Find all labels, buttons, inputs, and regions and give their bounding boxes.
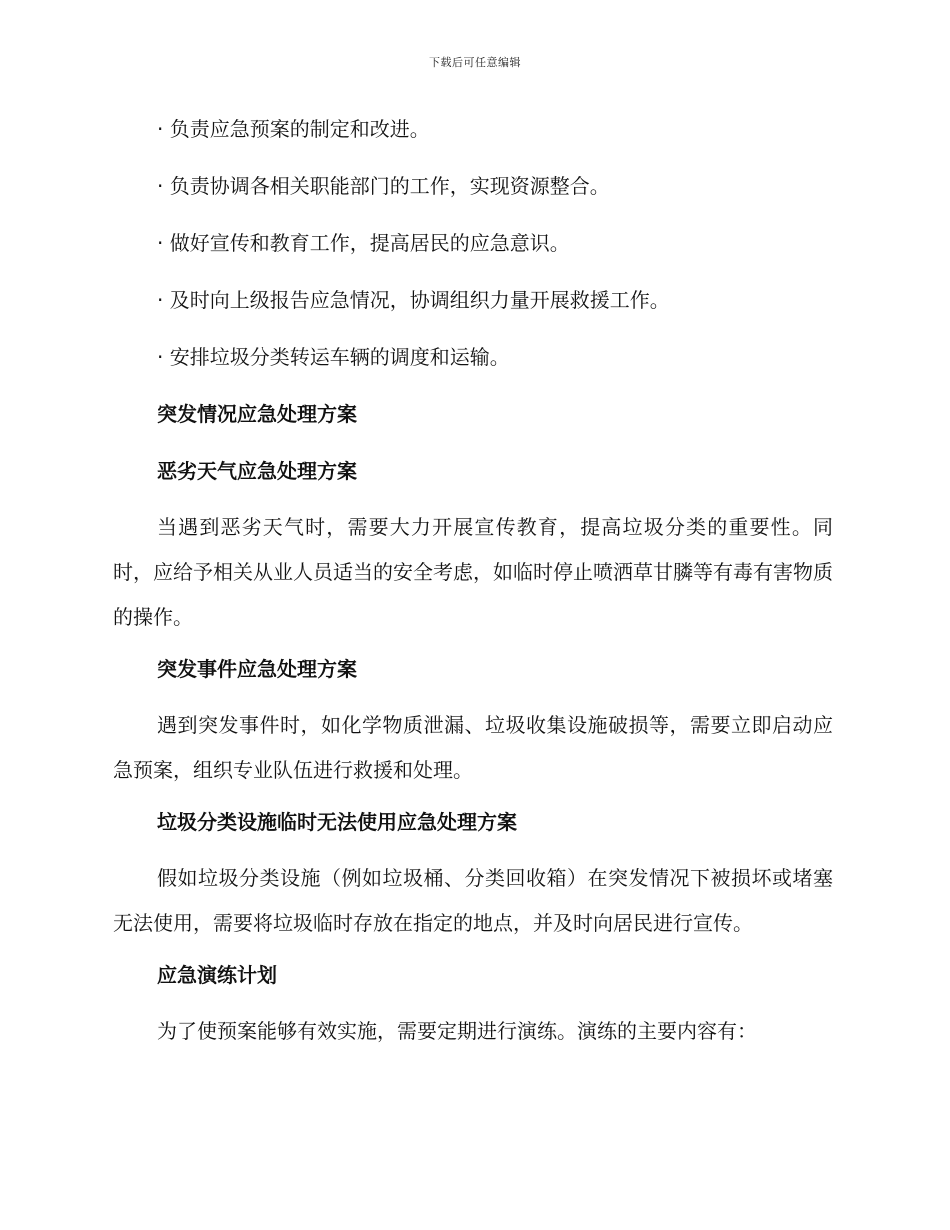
page-header: 下载后可任意编辑 bbox=[429, 56, 521, 69]
list-item: · 做好宣传和教育工作，提高居民的应急意识。 bbox=[157, 231, 570, 255]
section-heading-weather: 恶劣天气应急处理方案 bbox=[157, 459, 357, 483]
list-item: · 负责应急预案的制定和改进。 bbox=[157, 117, 430, 141]
paragraph-drill: 为了使预案能够有效实施，需要定期进行演练。演练的主要内容有： bbox=[157, 1019, 757, 1043]
paragraph-facility: 假如垃圾分类设施（例如垃圾桶、分类回收箱）在突发情况下被损坏或堵塞无法使用，需要将垃圾临时存放在指定的地点，并及时向居民进行宣传。 bbox=[113, 866, 833, 935]
section-heading-incident: 突发事件应急处理方案 bbox=[157, 657, 357, 681]
section-heading-drill: 应急演练计划 bbox=[157, 963, 277, 987]
list-item: · 及时向上级报告应急情况，协调组织力量开展救援工作。 bbox=[157, 288, 670, 312]
list-item: · 安排垃圾分类转运车辆的调度和运输。 bbox=[157, 345, 510, 369]
section-heading-emergency: 突发情况应急处理方案 bbox=[157, 402, 357, 426]
section-heading-facility: 垃圾分类设施临时无法使用应急处理方案 bbox=[157, 810, 517, 834]
document-body bbox=[113, 112, 833, 1066]
paragraph-incident: 遇到突发事件时，如化学物质泄漏、垃圾收集设施破损等，需要立即启动应急预案，组织专业队伍进行救援和处理。 bbox=[113, 713, 833, 782]
list-item: · 负责协调各相关职能部门的工作，实现资源整合。 bbox=[157, 174, 610, 198]
paragraph-weather: 当遇到恶劣天气时，需要大力开展宣传教育，提高垃圾分类的重要性。同时，应给予相关从业人员适当的安全考虑，如临时停止喷洒草甘膦等有毒有害物质的操作。 bbox=[113, 515, 833, 629]
